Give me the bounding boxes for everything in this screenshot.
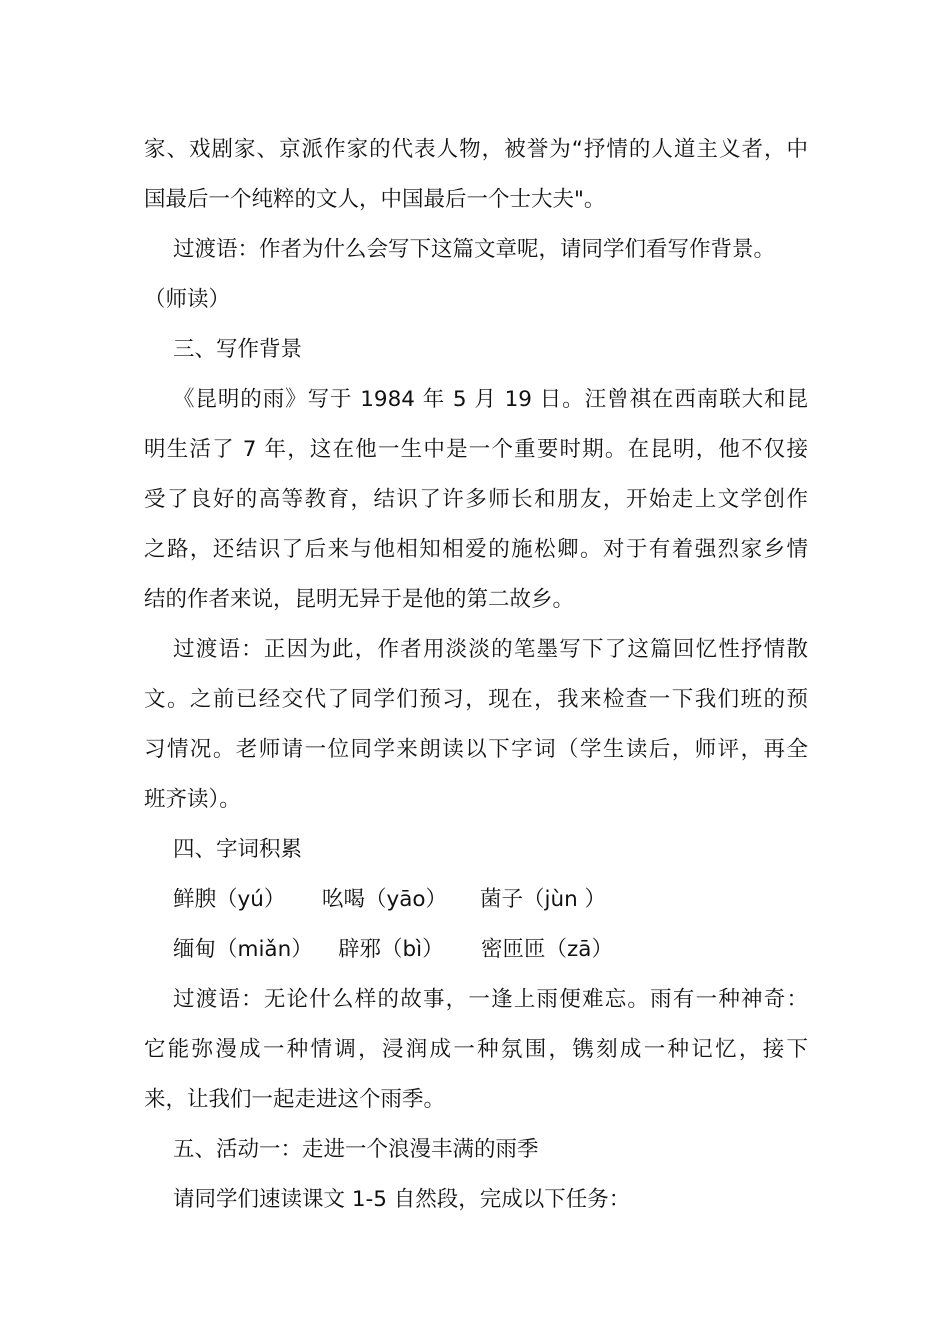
section-heading-activity-one: 五、活动一：走进一个浪漫丰满的雨季 <box>173 1137 539 1162</box>
vocab-item: 鲜腴（yú） <box>173 887 286 912</box>
transition-paragraph-2-line-2: 文。之前已经交代了同学们预习，现在，我来检查一下我们班的预 <box>144 687 808 712</box>
transition-paragraph-3-line-2: 它能弥漫成一种情调，浸润成一种氛围，镌刻成一种记忆，接下 <box>144 1037 808 1062</box>
intro-paragraph-line-1: 家、戏剧家、京派作家的代表人物，被誉为“抒情的人道主义者，中 <box>144 137 808 162</box>
vocab-item: 菌子（jùn ） <box>480 887 607 912</box>
transition-paragraph-2-line-3: 习情况。老师请一位同学来朗读以下字词（学生读后，师评，再全 <box>144 737 808 762</box>
background-paragraph-line-2: 明生活了 7 年，这在他一生中是一个重要时期。在昆明，他不仅接 <box>144 437 808 462</box>
transition-paragraph-2-line-4: 班齐读）。 <box>144 787 241 812</box>
section-heading-vocabulary: 四、字词积累 <box>173 837 303 862</box>
background-paragraph-line-1: 《昆明的雨》写于 1984 年 5 月 19 日。汪曾祺在西南联大和昆 <box>173 387 808 412</box>
task-instruction: 请同学们速读课文 1-5 自然段，完成以下任务： <box>173 1187 631 1212</box>
transition-paragraph-2-line-1: 过渡语：正因为此，作者用淡淡的笔墨写下了这篇回忆性抒情散 <box>173 637 808 662</box>
vocabulary-row-2 <box>144 925 808 975</box>
transition-paragraph-3-line-1: 过渡语：无论什么样的故事，一逢上雨便难忘。雨有一种神奇： <box>173 987 808 1012</box>
vocabulary-row-1 <box>144 875 808 925</box>
vocab-item: 密匝匝（zā） <box>481 937 613 962</box>
background-paragraph-line-4: 之路，还结识了后来与他相知相爱的施松卿。对于有着强烈家乡情 <box>144 537 808 562</box>
background-paragraph-line-3: 受了良好的高等教育，结识了许多师长和朋友，开始走上文学创作 <box>144 487 808 512</box>
vocab-item: 吆喝（yāo） <box>322 887 448 912</box>
transition-paragraph-1-line-1: 过渡语：作者为什么会写下这篇文章呢，请同学们看写作背景。 <box>173 237 776 262</box>
transition-paragraph-3-line-3: 来，让我们一起走进这个雨季。 <box>144 1087 446 1112</box>
vocab-item: 辟邪（bì） <box>338 937 444 962</box>
transition-paragraph-1-line-2: （师读） <box>144 287 231 312</box>
document-page <box>144 125 808 1225</box>
background-paragraph-line-5: 结的作者来说，昆明无异于是他的第二故乡。 <box>144 587 575 612</box>
section-heading-background: 三、写作背景 <box>173 337 303 362</box>
intro-paragraph-line-2: 国最后一个纯粹的文人，中国最后一个士大夫"。 <box>144 187 606 212</box>
vocab-item: 缅甸（miǎn） <box>173 937 313 962</box>
